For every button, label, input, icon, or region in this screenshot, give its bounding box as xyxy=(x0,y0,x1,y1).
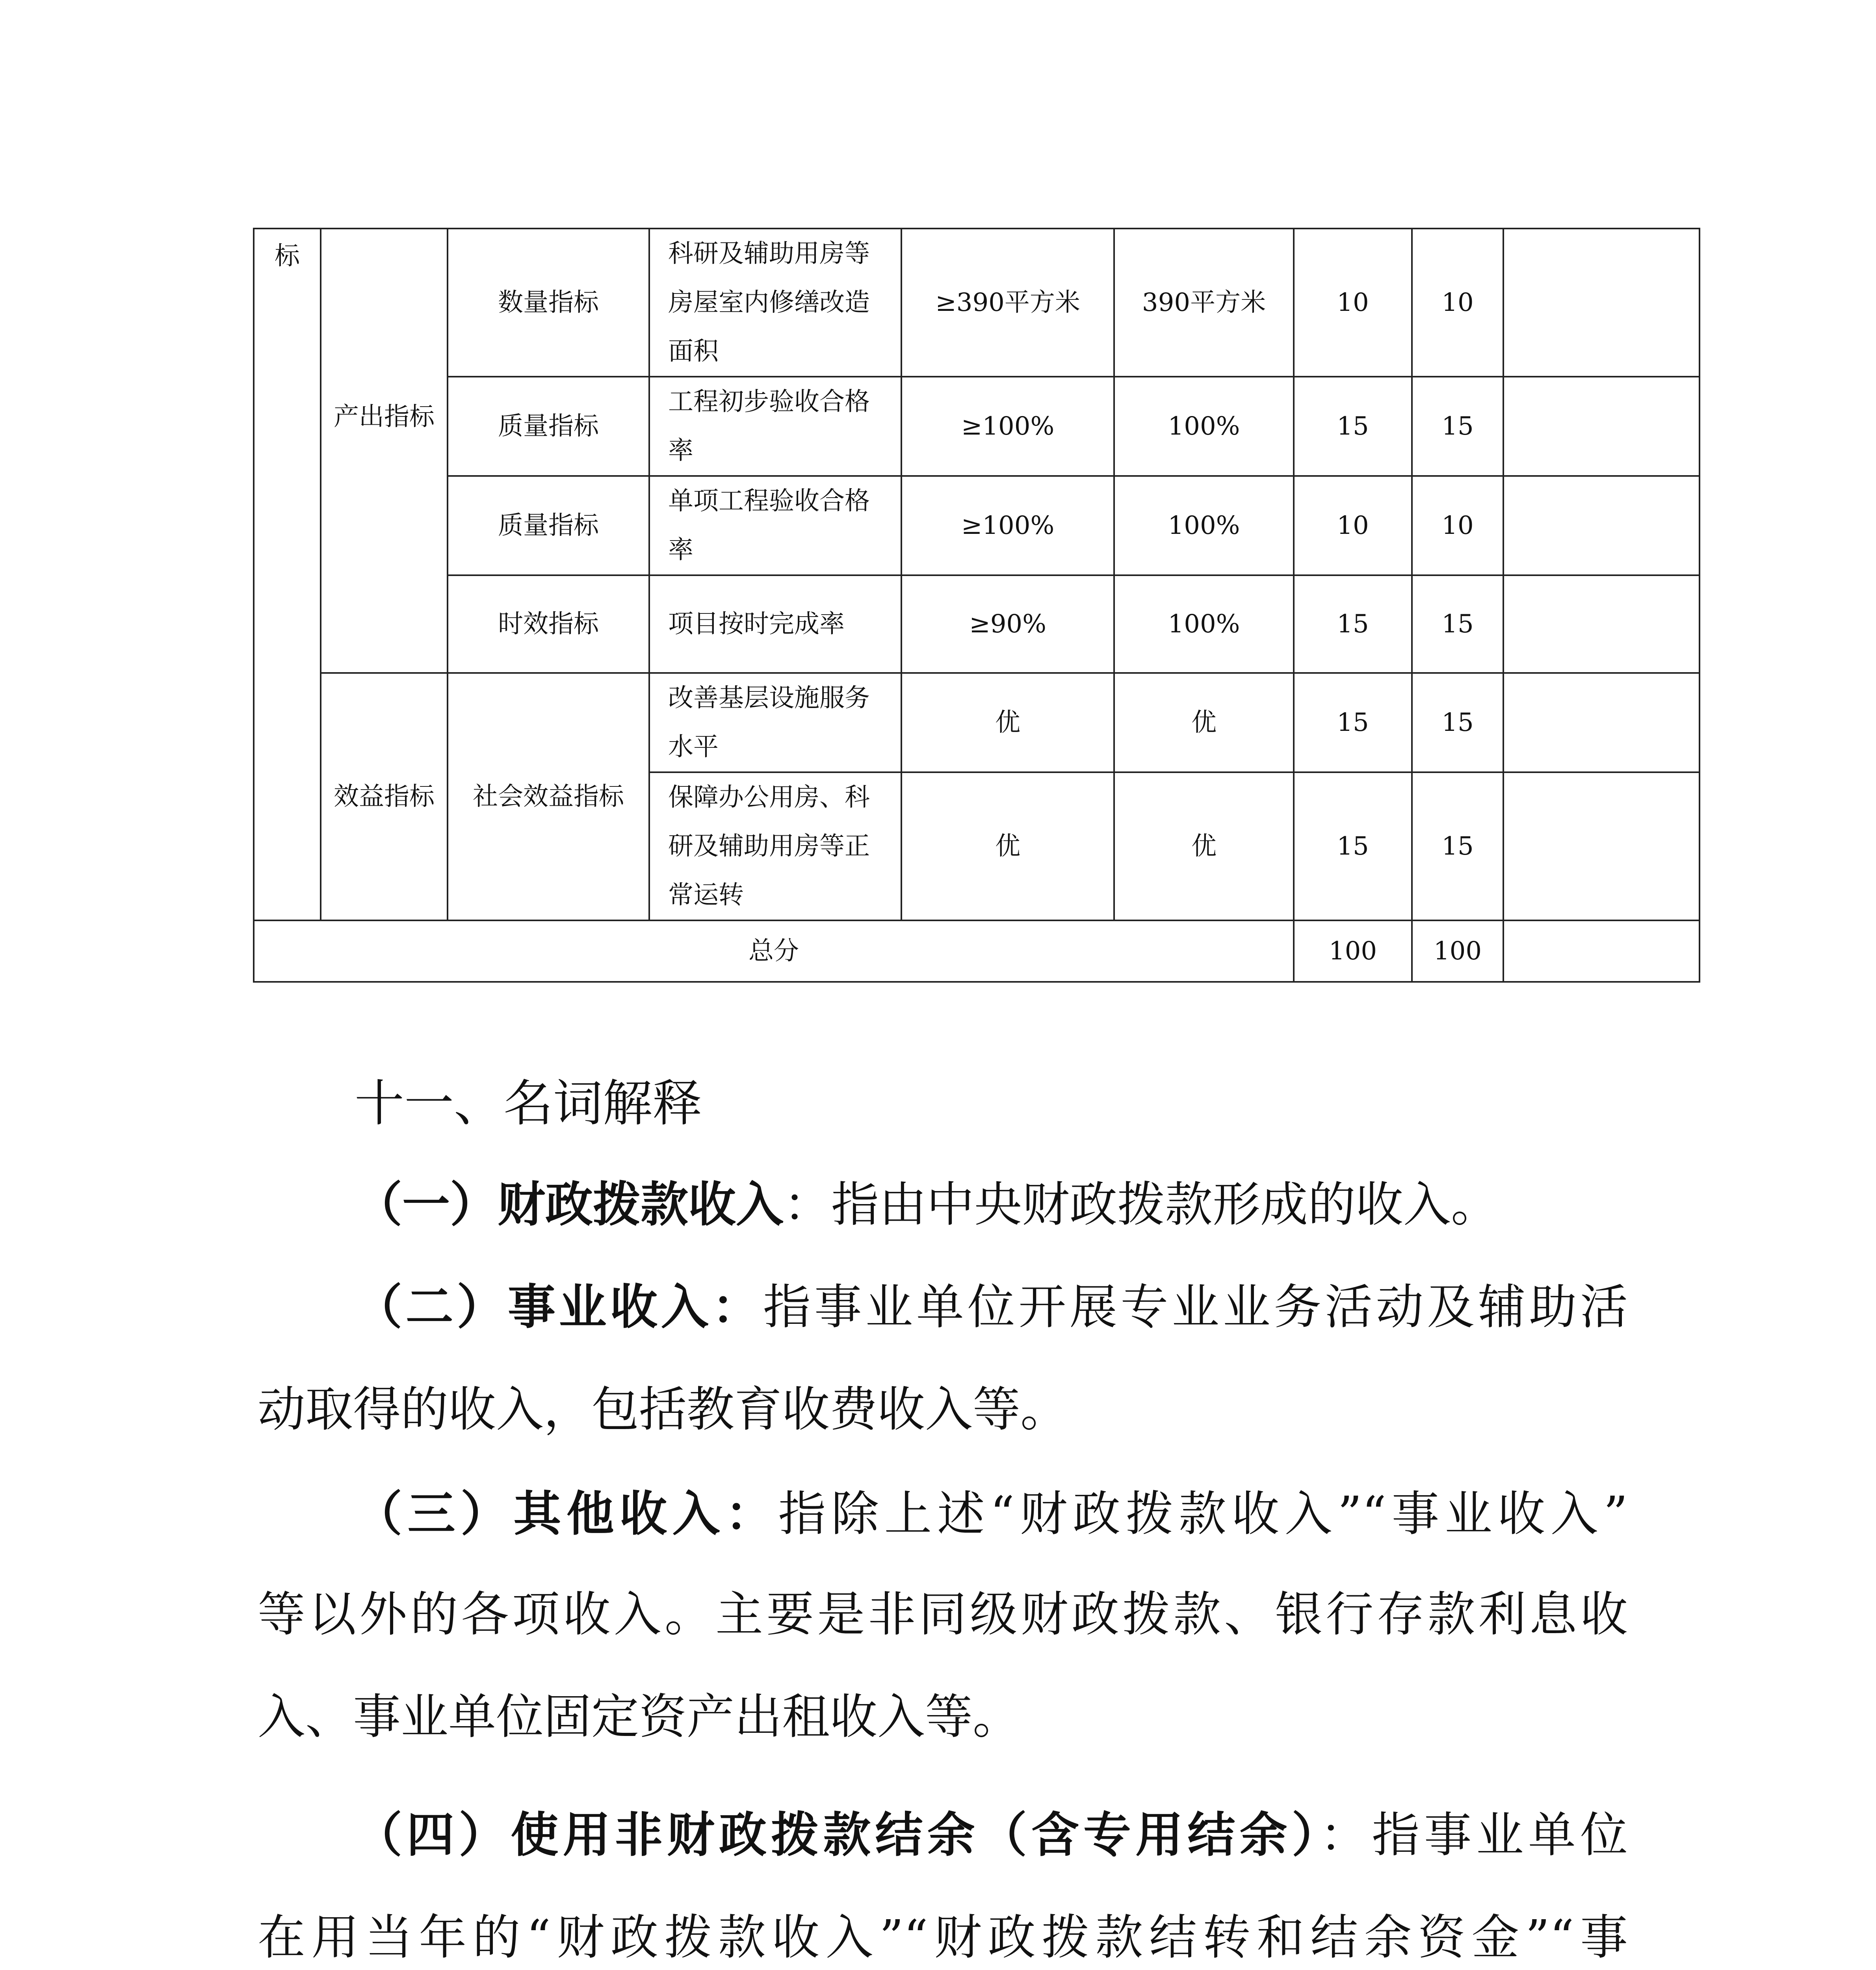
actual-value-cell: 优 xyxy=(1114,772,1294,920)
remark-cell xyxy=(1503,673,1700,772)
table-row xyxy=(254,377,1700,476)
total-score-cell: 100 xyxy=(1412,920,1503,982)
actual-value-cell: 优 xyxy=(1114,673,1294,772)
level1-cell-empty xyxy=(321,229,448,377)
weight-score-cell: 10 xyxy=(1294,476,1412,575)
paragraph-other-income-line2: 等以外的各项收入。主要是非同级财政拨款、银行存款利息收 xyxy=(258,1587,1628,1642)
paragraph-business-income-line2: 动取得的收入，包括教育收费收入等。 xyxy=(258,1382,1068,1437)
remark-cell xyxy=(1503,772,1700,920)
target-value-cell: 优 xyxy=(901,673,1114,772)
level2-indicator-cell: 质量指标 xyxy=(448,476,649,575)
weight-score-cell: 10 xyxy=(1294,229,1412,377)
score-cell: 15 xyxy=(1412,772,1503,920)
level3-indicator-cell: 工程初步验收合格率 xyxy=(649,377,901,476)
term-non-financial-surplus: （四）使用非财政拨款结余（含专用结余） xyxy=(355,1806,1320,1863)
term-other-income: （三）其他收入： xyxy=(355,1485,778,1542)
table-row xyxy=(254,476,1700,575)
target-value-cell: ≥90% xyxy=(901,575,1114,673)
score-cell: 10 xyxy=(1412,476,1503,575)
score-cell: 15 xyxy=(1412,575,1503,673)
remark-cell xyxy=(1503,476,1700,575)
level3-indicator-cell: 项目按时完成率 xyxy=(649,575,901,673)
paragraph-other-income-line1 xyxy=(355,1476,1628,1544)
remark-cell xyxy=(1503,229,1700,377)
performance-indicator-table xyxy=(253,228,1700,983)
paragraph-non-financial-surplus-line1 xyxy=(355,1797,1628,1865)
definition-text: ：指事业单位 xyxy=(1320,1807,1628,1863)
level2-indicator-cell: 时效指标 xyxy=(448,575,649,673)
weight-score-cell: 15 xyxy=(1294,673,1412,772)
weight-score-cell: 15 xyxy=(1294,377,1412,476)
category-cell: 标 xyxy=(254,229,321,920)
score-cell: 10 xyxy=(1412,229,1503,377)
paragraph-financial-appropriation xyxy=(355,1166,1725,1235)
definition-text: 指事业单位开展专业业务活动及辅助活 xyxy=(763,1279,1628,1335)
level1-indicator-cell: 产出指标 xyxy=(321,377,448,673)
term-separator: ： xyxy=(784,1177,832,1232)
paragraph-non-financial-surplus-line2: 在用当年的“财政拨款收入”“财政拨款结转和结余资金”“事 xyxy=(258,1910,1628,1965)
level3-indicator-cell: 保障办公用房、科研及辅助用房等正常运转 xyxy=(649,772,901,920)
target-value-cell: ≥390平方米 xyxy=(901,229,1114,377)
target-value-cell: ≥100% xyxy=(901,476,1114,575)
score-cell: 15 xyxy=(1412,377,1503,476)
term-financial-appropriation: （一）财政拨款收入 xyxy=(355,1176,784,1232)
target-value-cell: ≥100% xyxy=(901,377,1114,476)
total-label-cell: 总分 xyxy=(254,920,1294,982)
definition-text: 指除上述“财政拨款收入”“事业收入” xyxy=(778,1486,1628,1542)
table-row xyxy=(254,575,1700,673)
actual-value-cell: 390平方米 xyxy=(1114,229,1294,377)
paragraph-other-income-line3: 入、事业单位固定资产出租收入等。 xyxy=(258,1689,1021,1745)
table-total-row xyxy=(254,920,1700,982)
level2-indicator-cell: 数量指标 xyxy=(448,229,649,377)
level3-indicator-cell: 科研及辅助用房等房屋室内修缮改造面积 xyxy=(649,229,901,377)
definition-text: 指由中央财政拨款形成的收入。 xyxy=(831,1177,1499,1232)
level2-indicator-cell: 质量指标 xyxy=(448,377,649,476)
actual-value-cell: 100% xyxy=(1114,476,1294,575)
total-remark-cell xyxy=(1503,920,1700,982)
remark-cell xyxy=(1503,575,1700,673)
score-cell: 15 xyxy=(1412,673,1503,772)
actual-value-cell: 100% xyxy=(1114,575,1294,673)
table-row xyxy=(254,229,1700,377)
level2-indicator-cell: 社会效益指标 xyxy=(448,673,649,920)
table-row xyxy=(254,673,1700,772)
term-business-income: （二）事业收入： xyxy=(355,1279,763,1335)
level3-indicator-cell: 单项工程验收合格率 xyxy=(649,476,901,575)
paragraph-business-income-line1 xyxy=(355,1269,1628,1337)
weight-score-cell: 15 xyxy=(1294,575,1412,673)
weight-score-cell: 15 xyxy=(1294,772,1412,920)
remark-cell xyxy=(1503,377,1700,476)
level1-indicator-cell: 效益指标 xyxy=(321,673,448,920)
target-value-cell: 优 xyxy=(901,772,1114,920)
level3-indicator-cell: 改善基层设施服务水平 xyxy=(649,673,901,772)
section-heading: 十一、名词解释 xyxy=(355,1074,702,1132)
actual-value-cell: 100% xyxy=(1114,377,1294,476)
total-weight-cell: 100 xyxy=(1294,920,1412,982)
